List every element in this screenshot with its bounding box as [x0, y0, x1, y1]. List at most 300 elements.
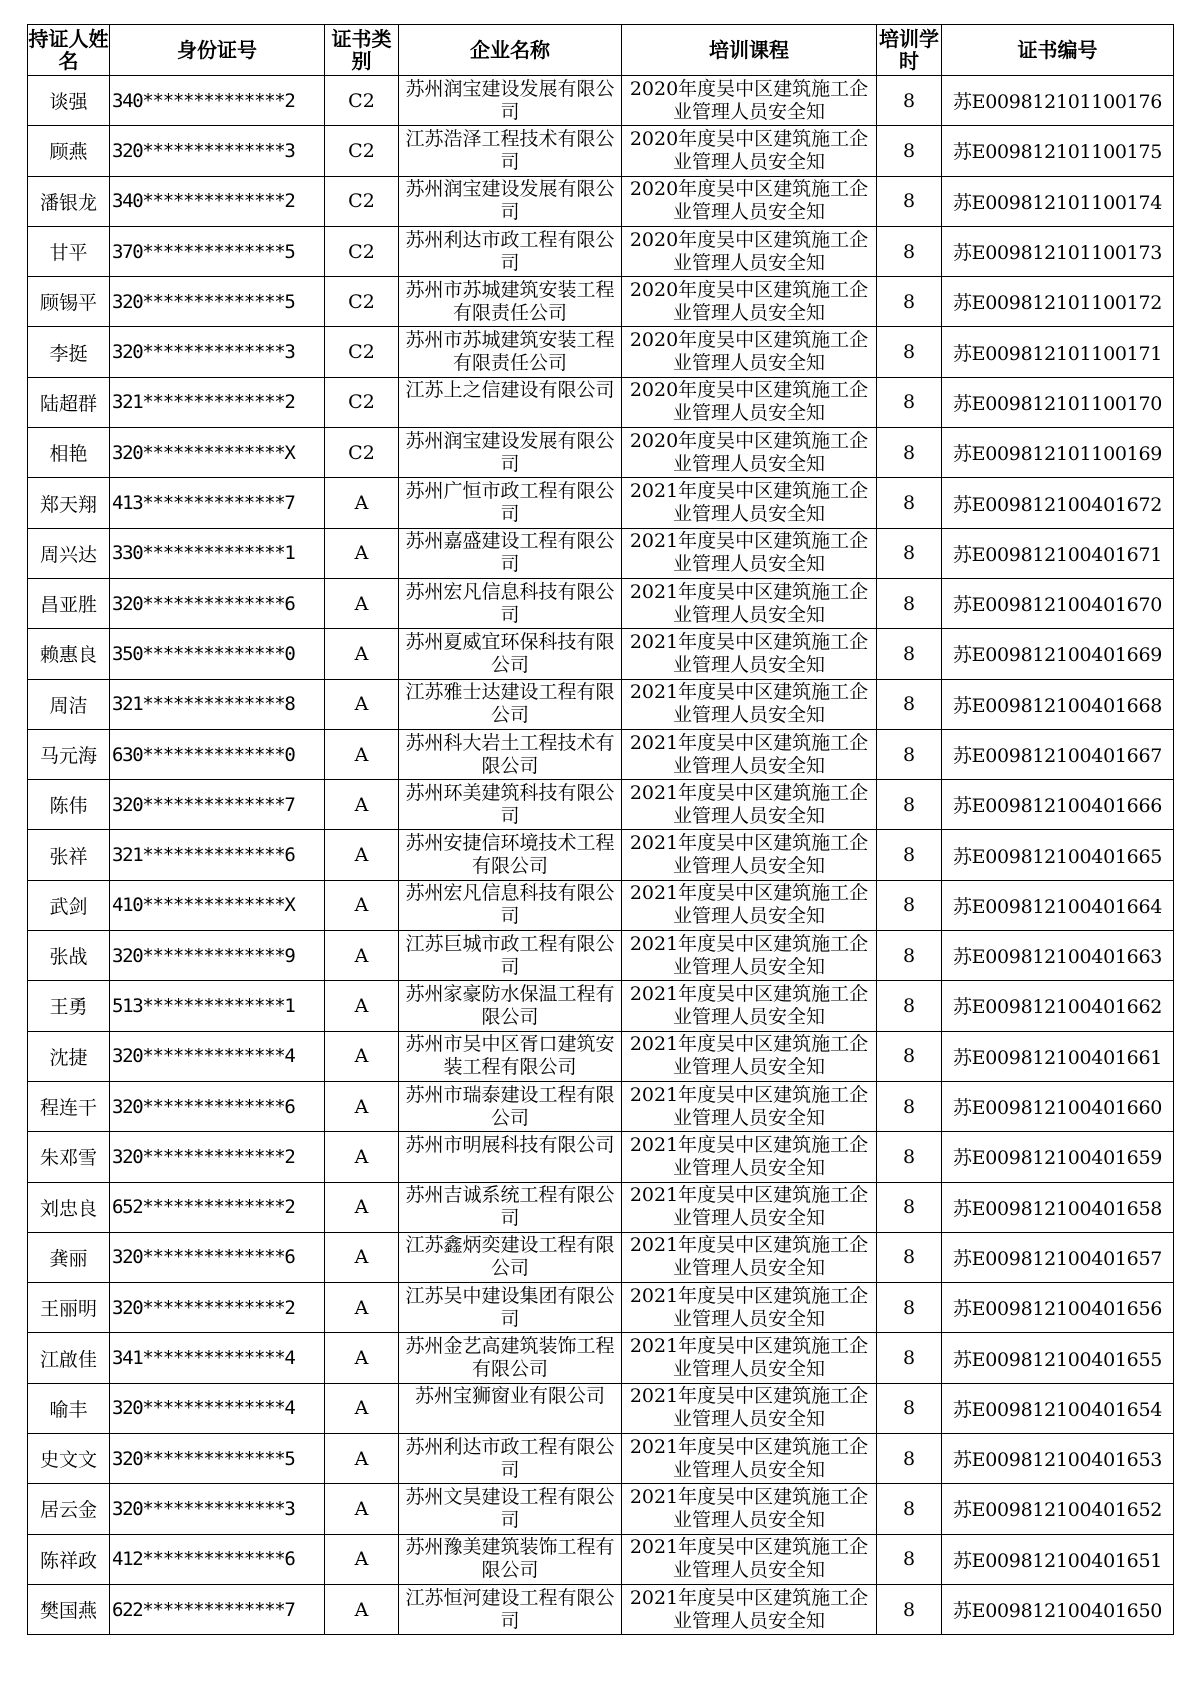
training-course-text: 2021年度吴中区建筑施工企业管理人员安全知 — [629, 681, 869, 727]
training-course-text: 2021年度吴中区建筑施工企业管理人员安全知 — [629, 731, 869, 777]
company-name-text: 苏州环美建筑科技有限公司 — [405, 781, 615, 827]
training-course-text: 2020年度吴中区建筑施工企业管理人员安全知 — [629, 278, 869, 324]
training-course-cell — [622, 1182, 877, 1232]
training-hours-cell: 8 — [877, 377, 942, 427]
cert-number-cell: 苏E009812100401662 — [942, 981, 1174, 1031]
company-name-cell — [399, 830, 622, 880]
training-hours-cell: 8 — [877, 880, 942, 930]
company-name-text: 苏州科大岩土工程技术有限公司 — [405, 731, 615, 777]
header-holder-name: 持证人姓名 — [28, 25, 110, 76]
training-course-text: 2021年度吴中区建筑施工企业管理人员安全知 — [629, 630, 869, 676]
id-number-cell: 320**************6 — [110, 1081, 325, 1131]
training-course-text: 2021年度吴中区建筑施工企业管理人员安全知 — [629, 1586, 869, 1632]
training-hours-cell: 8 — [877, 126, 942, 176]
training-course-cell — [622, 428, 877, 478]
training-course-text: 2021年度吴中区建筑施工企业管理人员安全知 — [629, 1536, 869, 1582]
training-course-cell — [622, 880, 877, 930]
company-name-cell — [399, 277, 622, 327]
table-row — [28, 478, 1174, 528]
training-course-text: 2021年度吴中区建筑施工企业管理人员安全知 — [629, 1133, 869, 1179]
cert-type-cell: C2 — [325, 176, 399, 226]
cert-type-cell: A — [325, 931, 399, 981]
id-number-cell: 370**************5 — [110, 226, 325, 276]
company-name-cell — [399, 981, 622, 1031]
holder-name-cell: 史文文 — [28, 1434, 110, 1484]
training-course-text: 2021年度吴中区建筑施工企业管理人员安全知 — [629, 882, 869, 928]
company-name-text: 苏州文昊建设工程有限公司 — [405, 1485, 615, 1531]
company-name-text: 苏州利达市政工程有限公司 — [405, 1435, 615, 1481]
table-row — [28, 76, 1174, 126]
cert-type-cell: A — [325, 1031, 399, 1081]
id-number-cell: 320**************3 — [110, 1484, 325, 1534]
training-course-cell — [622, 1584, 877, 1634]
table-row — [28, 1383, 1174, 1433]
training-hours-cell: 8 — [877, 1434, 942, 1484]
id-number-cell: 320**************2 — [110, 1283, 325, 1333]
cert-type-cell: A — [325, 1232, 399, 1282]
company-name-text: 苏州吉诚系统工程有限公司 — [405, 1184, 615, 1230]
cert-number-cell: 苏E009812100401671 — [942, 528, 1174, 578]
header-company-name: 企业名称 — [399, 25, 622, 76]
training-hours-cell: 8 — [877, 1484, 942, 1534]
company-name-cell — [399, 1333, 622, 1383]
training-course-cell — [622, 1283, 877, 1333]
company-name-text: 苏州嘉盛建设工程有限公司 — [405, 530, 615, 576]
training-course-cell — [622, 780, 877, 830]
id-number-cell: 320**************7 — [110, 780, 325, 830]
id-number-cell: 320**************X — [110, 428, 325, 478]
holder-name-cell: 周兴达 — [28, 528, 110, 578]
company-name-cell — [399, 1434, 622, 1484]
holder-name-cell: 程连干 — [28, 1081, 110, 1131]
training-hours-cell: 8 — [877, 931, 942, 981]
table-row — [28, 327, 1174, 377]
cert-type-cell: C2 — [325, 126, 399, 176]
training-hours-cell: 8 — [877, 428, 942, 478]
id-number-cell: 622**************7 — [110, 1584, 325, 1634]
header-cert-type: 证书类别 — [325, 25, 399, 76]
training-course-text: 2021年度吴中区建筑施工企业管理人员安全知 — [629, 1234, 869, 1280]
cert-type-cell: C2 — [325, 277, 399, 327]
id-number-cell: 330**************1 — [110, 528, 325, 578]
cert-type-cell: C2 — [325, 76, 399, 126]
holder-name-cell: 顾锡平 — [28, 277, 110, 327]
holder-name-cell: 武剑 — [28, 880, 110, 930]
id-number-cell: 320**************2 — [110, 1132, 325, 1182]
table-row — [28, 578, 1174, 628]
holder-name-cell: 郑天翔 — [28, 478, 110, 528]
cert-number-cell: 苏E009812100401657 — [942, 1232, 1174, 1282]
company-name-text: 苏州利达市政工程有限公司 — [405, 228, 615, 274]
table-row — [28, 1534, 1174, 1584]
company-name-cell — [399, 729, 622, 779]
training-hours-cell: 8 — [877, 277, 942, 327]
id-number-cell: 630**************0 — [110, 729, 325, 779]
cert-type-cell: A — [325, 1132, 399, 1182]
cert-number-cell: 苏E009812100401652 — [942, 1484, 1174, 1534]
holder-name-cell: 陈祥政 — [28, 1534, 110, 1584]
training-course-cell — [622, 1333, 877, 1383]
training-course-cell — [622, 1434, 877, 1484]
table-row — [28, 880, 1174, 930]
table-row — [28, 1283, 1174, 1333]
id-number-cell: 320**************5 — [110, 1434, 325, 1484]
cert-type-cell: A — [325, 981, 399, 1031]
cert-number-cell: 苏E009812100401672 — [942, 478, 1174, 528]
cert-number-cell: 苏E009812100401664 — [942, 880, 1174, 930]
id-number-cell: 320**************4 — [110, 1383, 325, 1433]
cert-number-cell: 苏E009812100401668 — [942, 679, 1174, 729]
holder-name-cell: 龚丽 — [28, 1232, 110, 1282]
table-row — [28, 377, 1174, 427]
company-name-cell — [399, 428, 622, 478]
holder-name-cell: 相艳 — [28, 428, 110, 478]
cert-type-cell: A — [325, 679, 399, 729]
cert-number-cell: 苏E009812100401661 — [942, 1031, 1174, 1081]
cert-type-cell: A — [325, 830, 399, 880]
cert-number-cell: 苏E009812100401655 — [942, 1333, 1174, 1383]
cert-number-cell: 苏E009812101100175 — [942, 126, 1174, 176]
training-hours-cell: 8 — [877, 1081, 942, 1131]
training-course-cell — [622, 1484, 877, 1534]
training-hours-cell: 8 — [877, 226, 942, 276]
cert-number-cell: 苏E009812100401656 — [942, 1283, 1174, 1333]
training-course-cell — [622, 176, 877, 226]
training-course-cell — [622, 327, 877, 377]
cert-type-cell: C2 — [325, 327, 399, 377]
holder-name-cell: 李挺 — [28, 327, 110, 377]
training-course-text: 2021年度吴中区建筑施工企业管理人员安全知 — [629, 480, 869, 526]
training-course-cell — [622, 1534, 877, 1584]
table-row — [28, 679, 1174, 729]
training-course-text: 2021年度吴中区建筑施工企业管理人员安全知 — [629, 1385, 869, 1431]
training-hours-cell: 8 — [877, 981, 942, 1031]
training-course-text: 2021年度吴中区建筑施工企业管理人员安全知 — [629, 1033, 869, 1079]
training-course-cell — [622, 377, 877, 427]
company-name-cell — [399, 478, 622, 528]
training-course-cell — [622, 679, 877, 729]
table-row — [28, 1232, 1174, 1282]
training-course-text: 2021年度吴中区建筑施工企业管理人员安全知 — [629, 1184, 869, 1230]
training-hours-cell: 8 — [877, 1534, 942, 1584]
company-name-cell — [399, 1383, 622, 1433]
table-row — [28, 1484, 1174, 1534]
cert-type-cell: A — [325, 780, 399, 830]
company-name-cell — [399, 126, 622, 176]
training-course-text: 2020年度吴中区建筑施工企业管理人员安全知 — [629, 228, 869, 274]
cert-number-cell: 苏E009812101100169 — [942, 428, 1174, 478]
training-course-cell — [622, 478, 877, 528]
training-course-cell — [622, 1132, 877, 1182]
company-name-cell — [399, 1484, 622, 1534]
table-row — [28, 176, 1174, 226]
company-name-cell — [399, 780, 622, 830]
training-course-text: 2021年度吴中区建筑施工企业管理人员安全知 — [629, 580, 869, 626]
company-name-cell — [399, 327, 622, 377]
cert-number-cell: 苏E009812100401650 — [942, 1584, 1174, 1634]
company-name-text: 苏州安捷信环境技术工程有限公司 — [405, 832, 615, 878]
cert-type-cell: A — [325, 1383, 399, 1433]
company-name-cell — [399, 880, 622, 930]
id-number-cell: 340**************2 — [110, 176, 325, 226]
table-row — [28, 1434, 1174, 1484]
cert-type-cell: A — [325, 729, 399, 779]
training-course-cell — [622, 629, 877, 679]
cert-type-cell: A — [325, 1434, 399, 1484]
cert-number-cell: 苏E009812100401669 — [942, 629, 1174, 679]
id-number-cell: 410**************X — [110, 880, 325, 930]
id-number-cell: 412**************6 — [110, 1534, 325, 1584]
cert-type-cell: C2 — [325, 428, 399, 478]
training-hours-cell: 8 — [877, 1132, 942, 1182]
training-course-text: 2020年度吴中区建筑施工企业管理人员安全知 — [629, 329, 869, 375]
id-number-cell: 320**************9 — [110, 931, 325, 981]
company-name-text: 苏州润宝建设发展有限公司 — [405, 77, 615, 123]
training-hours-cell: 8 — [877, 327, 942, 377]
cert-number-cell: 苏E009812100401663 — [942, 931, 1174, 981]
company-name-text: 江苏巨城市政工程有限公司 — [405, 932, 615, 978]
training-hours-cell: 8 — [877, 830, 942, 880]
company-name-text: 苏州广恒市政工程有限公司 — [405, 480, 615, 526]
table-row — [28, 729, 1174, 779]
cert-number-cell: 苏E009812101100171 — [942, 327, 1174, 377]
table-row — [28, 1031, 1174, 1081]
training-course-cell — [622, 1031, 877, 1081]
training-course-cell — [622, 578, 877, 628]
holder-name-cell: 王丽明 — [28, 1283, 110, 1333]
cert-type-cell: A — [325, 1534, 399, 1584]
table-row — [28, 1182, 1174, 1232]
id-number-cell: 320**************5 — [110, 277, 325, 327]
training-course-cell — [622, 981, 877, 1031]
table-row — [28, 277, 1174, 327]
cert-type-cell: A — [325, 528, 399, 578]
training-course-text: 2021年度吴中区建筑施工企业管理人员安全知 — [629, 832, 869, 878]
holder-name-cell: 江啟佳 — [28, 1333, 110, 1383]
company-name-cell — [399, 1232, 622, 1282]
company-name-cell — [399, 1031, 622, 1081]
company-name-text: 苏州市瑞泰建设工程有限公司 — [405, 1083, 615, 1129]
training-course-text: 2021年度吴中区建筑施工企业管理人员安全知 — [629, 781, 869, 827]
training-course-text: 2020年度吴中区建筑施工企业管理人员安全知 — [629, 379, 869, 425]
cert-number-cell: 苏E009812101100173 — [942, 226, 1174, 276]
cert-number-cell: 苏E009812100401660 — [942, 1081, 1174, 1131]
id-number-cell: 513**************1 — [110, 981, 325, 1031]
cert-number-cell: 苏E009812100401659 — [942, 1132, 1174, 1182]
id-number-cell: 413**************7 — [110, 478, 325, 528]
holder-name-cell: 沈捷 — [28, 1031, 110, 1081]
table-row — [28, 830, 1174, 880]
company-name-text: 苏州家豪防水保温工程有限公司 — [405, 982, 615, 1028]
cert-type-cell: A — [325, 478, 399, 528]
id-number-cell: 321**************8 — [110, 679, 325, 729]
cert-type-cell: A — [325, 629, 399, 679]
id-number-cell: 320**************4 — [110, 1031, 325, 1081]
holder-name-cell: 周洁 — [28, 679, 110, 729]
training-course-text: 2021年度吴中区建筑施工企业管理人员安全知 — [629, 1083, 869, 1129]
company-name-text: 苏州宏凡信息科技有限公司 — [405, 580, 615, 626]
cert-type-cell: A — [325, 880, 399, 930]
training-hours-cell: 8 — [877, 1031, 942, 1081]
training-hours-cell: 8 — [877, 1584, 942, 1634]
company-name-cell — [399, 1182, 622, 1232]
cert-number-cell: 苏E009812100401658 — [942, 1182, 1174, 1232]
company-name-text: 江苏雅士达建设工程有限公司 — [405, 681, 615, 727]
holder-name-cell: 潘银龙 — [28, 176, 110, 226]
header-cert-number: 证书编号 — [942, 25, 1174, 76]
cert-number-cell: 苏E009812101100172 — [942, 277, 1174, 327]
holder-name-cell: 喻丰 — [28, 1383, 110, 1433]
id-number-cell: 321**************6 — [110, 830, 325, 880]
company-name-cell — [399, 1283, 622, 1333]
holder-name-cell: 顾燕 — [28, 126, 110, 176]
holder-name-cell: 陆超群 — [28, 377, 110, 427]
table-row — [28, 528, 1174, 578]
cert-number-cell: 苏E009812101100174 — [942, 176, 1174, 226]
cert-number-cell: 苏E009812100401654 — [942, 1383, 1174, 1433]
training-course-text: 2020年度吴中区建筑施工企业管理人员安全知 — [629, 77, 869, 123]
table-row — [28, 780, 1174, 830]
cert-type-cell: A — [325, 1081, 399, 1131]
certificate-table — [27, 24, 1174, 1635]
cert-number-cell: 苏E009812100401651 — [942, 1534, 1174, 1584]
cert-type-cell: A — [325, 578, 399, 628]
id-number-cell: 350**************0 — [110, 629, 325, 679]
company-name-cell — [399, 176, 622, 226]
table-row — [28, 1584, 1174, 1634]
training-course-cell — [622, 1383, 877, 1433]
holder-name-cell: 刘忠良 — [28, 1182, 110, 1232]
training-course-cell — [622, 1232, 877, 1282]
holder-name-cell: 张祥 — [28, 830, 110, 880]
company-name-cell — [399, 629, 622, 679]
training-hours-cell: 8 — [877, 1333, 942, 1383]
training-course-cell — [622, 729, 877, 779]
training-course-cell — [622, 1081, 877, 1131]
training-course-text: 2021年度吴中区建筑施工企业管理人员安全知 — [629, 1485, 869, 1531]
company-name-cell — [399, 1081, 622, 1131]
company-name-cell — [399, 679, 622, 729]
cert-number-cell: 苏E009812100401665 — [942, 830, 1174, 880]
training-hours-cell: 8 — [877, 1283, 942, 1333]
training-hours-cell: 8 — [877, 578, 942, 628]
holder-name-cell: 朱邓雪 — [28, 1132, 110, 1182]
holder-name-cell: 马元海 — [28, 729, 110, 779]
holder-name-cell: 昌亚胜 — [28, 578, 110, 628]
company-name-text: 苏州润宝建设发展有限公司 — [405, 178, 615, 224]
company-name-cell — [399, 377, 622, 427]
training-course-text: 2021年度吴中区建筑施工企业管理人员安全知 — [629, 530, 869, 576]
id-number-cell: 320**************3 — [110, 126, 325, 176]
company-name-text: 苏州市明展科技有限公司 — [405, 1133, 615, 1156]
company-name-cell — [399, 931, 622, 981]
training-hours-cell: 8 — [877, 1232, 942, 1282]
company-name-cell — [399, 528, 622, 578]
holder-name-cell: 谈强 — [28, 76, 110, 126]
id-number-cell: 320**************3 — [110, 327, 325, 377]
training-course-cell — [622, 277, 877, 327]
table-row — [28, 931, 1174, 981]
company-name-text: 苏州夏威宜环保科技有限公司 — [405, 630, 615, 676]
company-name-cell — [399, 1534, 622, 1584]
cert-number-cell: 苏E009812100401667 — [942, 729, 1174, 779]
training-hours-cell: 8 — [877, 478, 942, 528]
training-hours-cell: 8 — [877, 176, 942, 226]
table-row — [28, 226, 1174, 276]
cert-number-cell: 苏E009812100401666 — [942, 780, 1174, 830]
training-hours-cell: 8 — [877, 629, 942, 679]
training-hours-cell: 8 — [877, 528, 942, 578]
header-training-hours: 培训学时 — [877, 25, 942, 76]
company-name-text: 江苏恒河建设工程有限公司 — [405, 1586, 615, 1632]
cert-type-cell: C2 — [325, 226, 399, 276]
company-name-text: 苏州市吴中区胥口建筑安装工程有限公司 — [405, 1033, 615, 1079]
holder-name-cell: 樊国燕 — [28, 1584, 110, 1634]
company-name-cell — [399, 1132, 622, 1182]
training-course-cell — [622, 830, 877, 880]
company-name-text: 苏州润宝建设发展有限公司 — [405, 429, 615, 475]
company-name-cell — [399, 1584, 622, 1634]
cert-type-cell: A — [325, 1584, 399, 1634]
company-name-cell — [399, 578, 622, 628]
training-hours-cell: 8 — [877, 1182, 942, 1232]
training-course-text: 2021年度吴中区建筑施工企业管理人员安全知 — [629, 1335, 869, 1381]
table-row — [28, 629, 1174, 679]
company-name-text: 江苏吴中建设集团有限公司 — [405, 1284, 615, 1330]
training-course-text: 2021年度吴中区建筑施工企业管理人员安全知 — [629, 982, 869, 1028]
training-course-cell — [622, 126, 877, 176]
table-row — [28, 428, 1174, 478]
cert-type-cell: C2 — [325, 377, 399, 427]
training-hours-cell: 8 — [877, 76, 942, 126]
training-course-text: 2020年度吴中区建筑施工企业管理人员安全知 — [629, 178, 869, 224]
cert-number-cell: 苏E009812100401670 — [942, 578, 1174, 628]
cert-type-cell: A — [325, 1333, 399, 1383]
training-course-cell — [622, 76, 877, 126]
company-name-text: 苏州市苏城建筑安装工程有限责任公司 — [405, 278, 615, 324]
id-number-cell: 321**************2 — [110, 377, 325, 427]
company-name-text: 苏州豫美建筑装饰工程有限公司 — [405, 1536, 615, 1582]
company-name-cell — [399, 226, 622, 276]
header-training-course: 培训课程 — [622, 25, 877, 76]
training-hours-cell: 8 — [877, 780, 942, 830]
id-number-cell: 652**************2 — [110, 1182, 325, 1232]
training-course-text: 2021年度吴中区建筑施工企业管理人员安全知 — [629, 932, 869, 978]
id-number-cell: 320**************6 — [110, 1232, 325, 1282]
company-name-text: 江苏上之信建设有限公司 — [405, 379, 615, 402]
holder-name-cell: 陈伟 — [28, 780, 110, 830]
holder-name-cell: 张战 — [28, 931, 110, 981]
id-number-cell: 320**************6 — [110, 578, 325, 628]
header-id-number: 身份证号 — [110, 25, 325, 76]
cert-number-cell: 苏E009812101100170 — [942, 377, 1174, 427]
holder-name-cell: 甘平 — [28, 226, 110, 276]
cert-type-cell: A — [325, 1182, 399, 1232]
company-name-text: 苏州宏凡信息科技有限公司 — [405, 882, 615, 928]
company-name-text: 江苏鑫炳奕建设工程有限公司 — [405, 1234, 615, 1280]
training-hours-cell: 8 — [877, 679, 942, 729]
training-course-text: 2021年度吴中区建筑施工企业管理人员安全知 — [629, 1435, 869, 1481]
table-row — [28, 1132, 1174, 1182]
table-row — [28, 1081, 1174, 1131]
holder-name-cell: 赖惠良 — [28, 629, 110, 679]
table-row — [28, 126, 1174, 176]
table-row — [28, 981, 1174, 1031]
training-course-cell — [622, 931, 877, 981]
id-number-cell: 341**************4 — [110, 1333, 325, 1383]
header-row — [28, 25, 1174, 76]
company-name-text: 苏州市苏城建筑安装工程有限责任公司 — [405, 329, 615, 375]
